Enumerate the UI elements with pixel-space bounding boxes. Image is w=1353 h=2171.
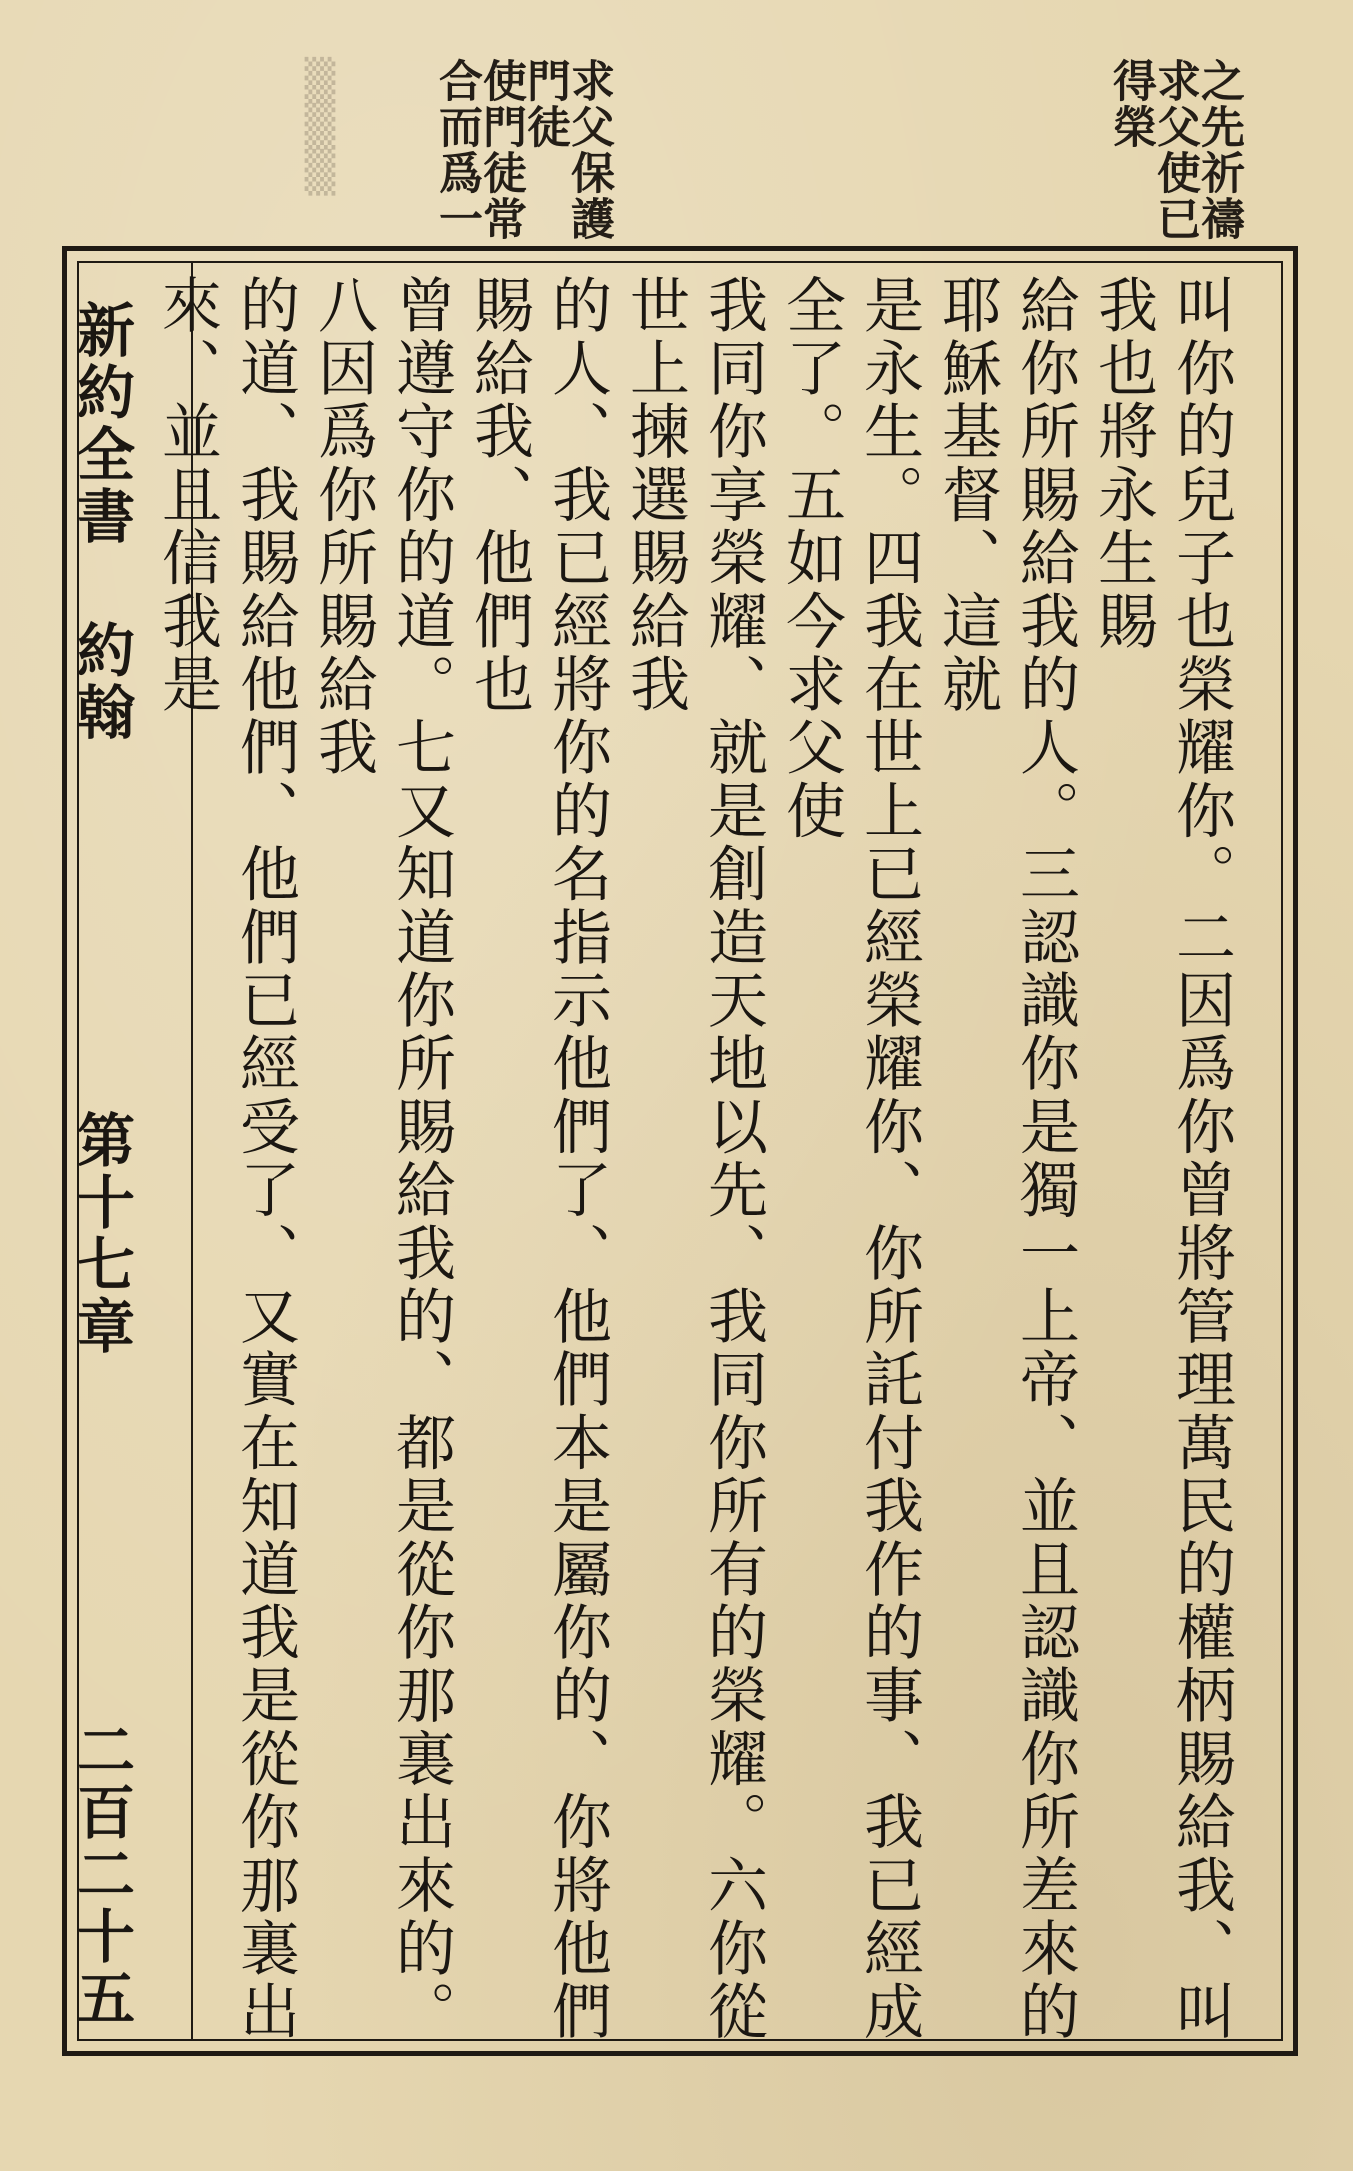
page-number: 二百二十五	[67, 1720, 135, 2030]
chapter-number: 第十七章	[67, 1110, 135, 1358]
book-name: 約翰	[67, 620, 135, 744]
marginal-note-right: 之先祈禱 求父使已 得榮	[1105, 58, 1244, 242]
marginal-note-left: 求父保護 門徒 使門徒常 合而爲一	[431, 58, 614, 242]
bleed-through-marks: ▒▒▒	[297, 58, 343, 196]
book-title: 新約全書	[67, 300, 135, 548]
scripture-body-text: 叫你的兒子也榮耀你。二因爲你曾將管理萬民的權柄賜給我、叫我也將永生賜 給你所賜給我的人。三認識你是獨一上帝、並且認識你所差來的耶穌基督、這就 是永生。四我在世上已經榮耀你、你所託付我作的事、我已經成全了。五如今求父使 我同你享榮耀、就是創造天地以先、我同你所有的榮耀。六你從世上揀選賜給我 的人、我已經將你的名指示他們了、他們本是屬你的、你將他們賜給我、他們也 曾遵守你的道。七又知道你所賜給我的、都是從你那裏出來的。八因爲你所賜給我 的道、我賜給他們、他們已經受了、又實在知道我是從你那裏出來、並且信我是	[152, 274, 1236, 2044]
